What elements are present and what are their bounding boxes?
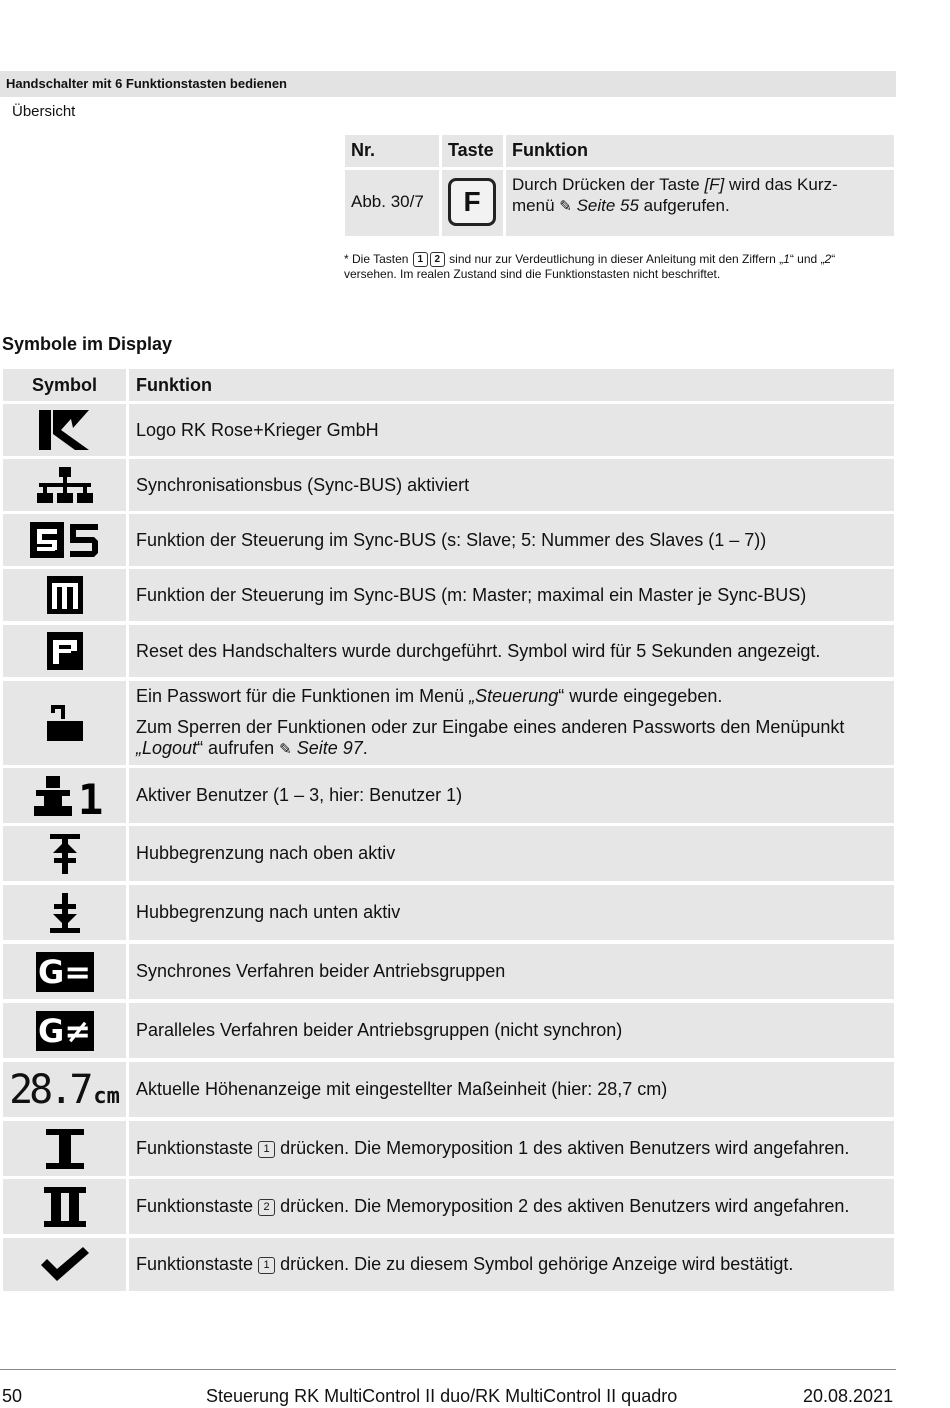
symbol-cell <box>3 404 126 456</box>
page-reference-link[interactable]: Seite 97 <box>296 738 363 758</box>
symbol-cell <box>3 1121 126 1176</box>
reference-icon: ✎ <box>559 198 572 215</box>
rk-logo-icon <box>39 410 91 450</box>
function-cell: Reset des Handschalters wurde durchgeführt. Symbol wird für 5 Sekunden angezeigt. <box>129 625 894 677</box>
function-cell: Paralleles Verfahren beider Antriebsgruppen (nicht synchron) <box>129 1003 894 1058</box>
row-key-cell <box>442 170 503 236</box>
col-taste-header: Taste <box>442 135 503 167</box>
key-1-icon: 1 <box>258 1141 275 1158</box>
symbol-cell <box>3 768 126 823</box>
col-symbol-header: Symbol <box>3 369 126 401</box>
slave-icon <box>30 522 100 558</box>
function-cell: Synchronisationsbus (Sync-BUS) aktiviert <box>129 459 894 511</box>
function-cell: Funktionstaste 1 drücken. Die zu diesem Symbol gehörige Anzeige wird bestätigt. <box>129 1238 894 1291</box>
sync-bus-icon <box>37 467 93 503</box>
user-number-label: 1 <box>77 774 103 824</box>
footnote: * Die Tasten 1 2 sind nur zur Verdeutlichung in dieser Anleitung mit den Ziffern „1“ und „2“ versehen. Im realen Zustand sind die Funktionstasten nicht beschriftet. <box>344 252 836 282</box>
col-nr-header: Nr. <box>345 135 439 167</box>
symbol-cell <box>3 1003 126 1058</box>
page-number: 50 <box>2 1386 23 1406</box>
function-cell: Aktiver Benutzer (1 – 3, hier: Benutzer 1) <box>129 768 894 823</box>
function-cell: Funktionstaste 1 drücken. Die Memoryposition 1 des aktiven Benutzers wird angefahren. <box>129 1121 894 1176</box>
function-cell: Funktionstaste 2 drücken. Die Memoryposition 2 des aktiven Benutzers wird angefahren. <box>129 1179 894 1234</box>
symbol-cell <box>3 625 126 677</box>
symbol-cell <box>3 1062 126 1117</box>
unlock-icon <box>45 705 85 741</box>
col-function-header: Funktion <box>129 369 894 401</box>
parallel-drive-icon: G≠ <box>36 1011 94 1051</box>
checkmark-icon <box>39 1247 91 1283</box>
key-1-icon: 1 <box>258 1257 275 1274</box>
limit-down-icon <box>50 893 80 933</box>
section-title: Symbole im Display <box>2 334 173 354</box>
symbol-cell <box>3 514 126 566</box>
function-cell: Aktuelle Höhenanzeige mit eingestellter Maßeinheit (hier: 28,7 cm) <box>129 1062 894 1117</box>
symbol-cell <box>3 1179 126 1234</box>
function-cell: Logo RK Rose+Krieger GmbH <box>129 404 894 456</box>
reset-icon <box>47 632 83 670</box>
row-function-cell: Durch Drücken der Taste [F] wird das Kurz- menü ✎ Seite 55 aufgerufen. <box>506 170 894 236</box>
page-reference-link[interactable]: Seite 55 <box>576 196 639 215</box>
memory-2-icon <box>44 1187 86 1227</box>
symbol-cell <box>3 569 126 621</box>
key-2-icon: 2 <box>258 1199 275 1216</box>
function-cell: Hubbegrenzung nach unten aktiv <box>129 885 894 940</box>
row-nr-cell: Abb. 30/7 <box>345 170 439 236</box>
footer-divider <box>0 1369 896 1370</box>
function-cell: Funktion der Steuerung im Sync-BUS (s: Slave; 5: Nummer des Slaves (1 – 7)) <box>129 514 894 566</box>
function-cell: Synchrones Verfahren beider Antriebsgruppen <box>129 944 894 999</box>
height-display-icon: 28.7 cm <box>9 1066 120 1113</box>
key-1-icon: 1 <box>413 252 428 267</box>
f-key-icon: F <box>448 178 496 226</box>
function-cell: Hubbegrenzung nach oben aktiv <box>129 826 894 881</box>
key-2-icon: 2 <box>430 252 445 267</box>
document-date: 20.08.2021 <box>803 1386 894 1406</box>
sync-drive-icon: G= <box>36 952 94 992</box>
symbol-cell <box>3 944 126 999</box>
document-title: Steuerung RK MultiControl II duo/RK MultiControl II quadro <box>206 1386 678 1406</box>
memory-1-icon <box>46 1129 84 1169</box>
symbol-cell <box>3 1238 126 1291</box>
master-icon <box>47 576 83 614</box>
symbol-cell <box>3 885 126 940</box>
function-cell: Funktion der Steuerung im Sync-BUS (m: Master; maximal ein Master je Sync-BUS) <box>129 569 894 621</box>
function-cell: Ein Passwort für die Funktionen im Menü „Steuerung“ wurde eingegeben. Zum Sperren der Funktionen oder zur Eingabe eines anderen Passworts den Menüpunkt „Logout“ aufrufen ✎ Seite 97. <box>129 681 894 765</box>
reference-icon: ✎ <box>279 741 292 758</box>
overview-label: Übersicht <box>12 103 76 120</box>
section-header-title: Handschalter mit 6 Funktionstasten bedienen <box>6 76 287 91</box>
limit-up-icon <box>50 834 80 874</box>
symbol-cell <box>3 459 126 511</box>
symbol-cell <box>3 826 126 881</box>
section-header <box>0 71 896 97</box>
symbol-cell <box>3 681 126 765</box>
user-icon <box>32 774 103 824</box>
col-funktion-header: Funktion <box>506 135 894 167</box>
